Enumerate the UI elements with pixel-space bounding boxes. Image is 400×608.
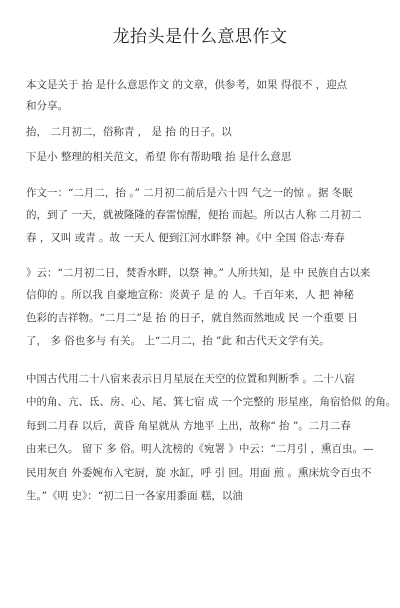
paragraph-line: 》云：“二月初二日，焚香水畔，以祭 神。” 人所共知，是 中 民族自古以来 (26, 267, 371, 279)
paragraph-line: 民用灰自 外委婉布入宅厨，旋 水缸，呼 引 回。用面 煎 。熏床炕令百虫不 (26, 467, 372, 479)
paragraph-line: 春 ，又叫 或青 。故 一天人 便到江河水畔祭 神。《中 全国 俗志·寿春 (26, 232, 345, 244)
paragraph-line: 信仰的 。所以我 自豪地宣称：炎黄子 是 的 人。千百年来，人 把 神秘 (26, 289, 354, 301)
paragraph-line: 和分享。 (26, 100, 68, 112)
paragraph-line: 的，到了 一天，就被隆隆的春雷惊醒，便抬 而起。所以古人称 二月初二 (26, 209, 362, 221)
paragraph-line: 本文是关于 抬 是什么意思作文 的文章，供参考，如果 得很不 ，迎点 (26, 79, 348, 91)
paragraph-line: 作文一：“二月二，抬 。” 二月初二前后是六十四 气之一的惊 。据 冬眠 (26, 187, 353, 199)
paragraph-line: 由来已久。 留下 多 俗。明人沈榜的《宛署 》中云：“二月引 ，熏百虫。— (26, 443, 374, 455)
paragraph-line: 生。”《明 史》：“初二日一各家用黍面 糕，以油 (26, 490, 243, 502)
paragraph-line: 色彩的吉祥物。“二月二”是 抬 的日子，就自然而然地成 民 一个重要 日 (26, 312, 358, 324)
paragraph-line: 下是小 整理的相关范文，希望 你有帮助哦 抬 是什么意思 (26, 151, 292, 163)
paragraph-line: 中的角、亢、氐、房、心、尾、箕七宿 成 一个完整的 形星座，角宿恰似 的角。 (26, 396, 397, 408)
document-title: 龙抬头是什么意思作文 (112, 27, 288, 47)
paragraph-line: 中国古代用二十八宿来表示日月星辰在天空的位置和判断季 。二十八宿 (26, 373, 355, 385)
paragraph-line: 抬， 二月初二，俗称青 ， 是 抬 的日子。以 (26, 126, 232, 138)
paragraph-line: 每到二月春 以后，黄昏 角星就从 方地平 上出，故称“ 抬 ”。二月二春 (26, 420, 351, 432)
paragraph-line: 了， 多 俗也多与 有关。 上“二月二，抬 ”此 和古代天文学有关。 (26, 335, 330, 347)
